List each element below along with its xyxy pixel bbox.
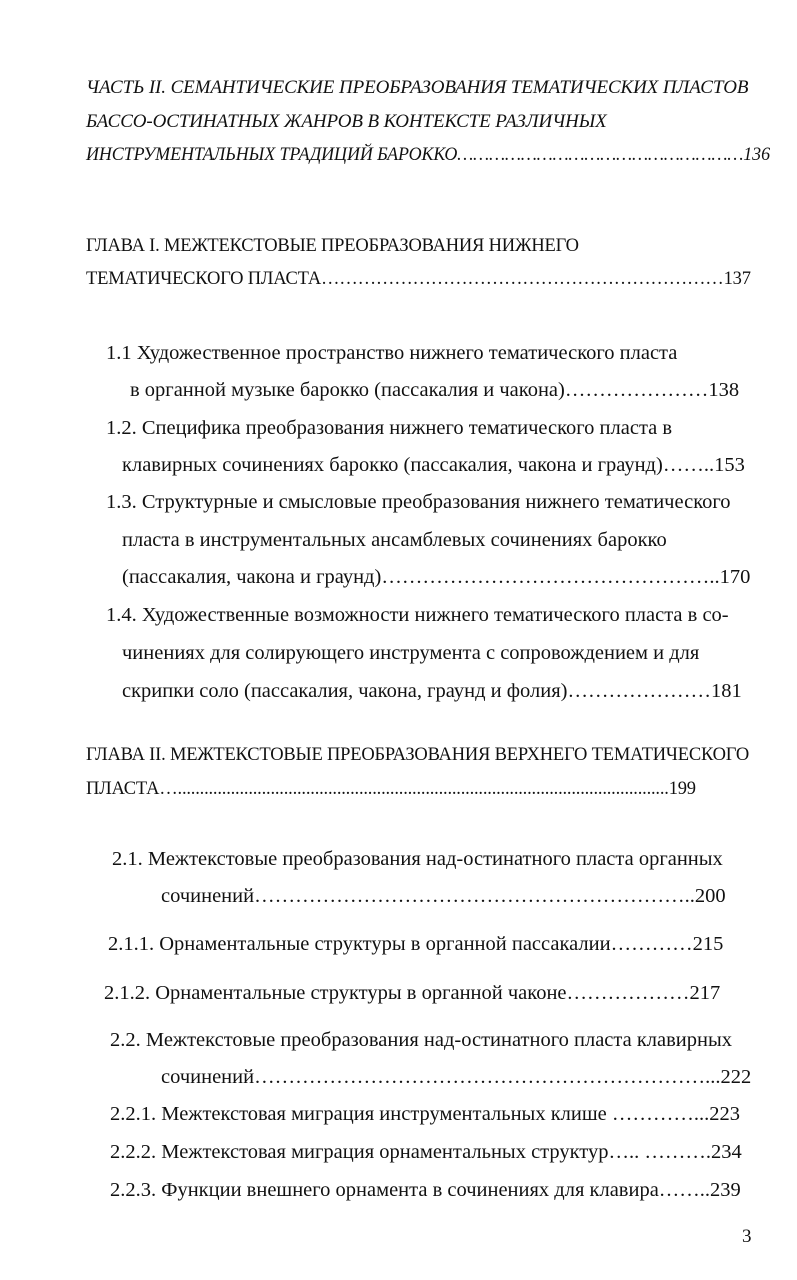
section-2-1-1: 2.1.1. Орнаментальные структуры в органной пассакалии…………215 — [108, 933, 724, 955]
section-1-3-line2: пласта в инструментальных ансамблевых сочинениях барокко — [122, 529, 667, 551]
section-2-2-2: 2.2.2. Межтекстовая миграция орнаментальных структур….. ……….234 — [110, 1141, 742, 1163]
section-1-4-line2: чинениях для солирующего инструмента с сопровождением и для — [122, 642, 700, 664]
section-2-2-line2: сочинений…………………………………………………………...222 — [161, 1066, 752, 1088]
chapter2-title-line2: ПЛАСТА…...............................................................................................................199 — [86, 779, 696, 799]
section-1-3-line1: 1.3. Структурные и смысловые преобразования нижнего тематического — [106, 491, 731, 513]
page-number: 3 — [742, 1226, 752, 1247]
section-1-1-line1: 1.1 Художественное пространство нижнего тематического пласта — [106, 342, 678, 364]
chapter2-title-line1: ГЛАВА II. МЕЖТЕКСТОВЫЕ ПРЕОБРАЗОВАНИЯ ВЕРХНЕГО ТЕМАТИЧЕСКОГО — [86, 745, 749, 765]
section-2-1-2: 2.1.2. Орнаментальные структуры в органной чаконе………………217 — [104, 982, 721, 1004]
section-2-2-3: 2.2.3. Функции внешнего орнамента в сочинениях для клавира……..239 — [110, 1179, 741, 1201]
section-1-4-line3: скрипки соло (пассакалия, чакона, граунд и фолия)…………………181 — [122, 680, 742, 702]
section-1-2-line1: 1.2. Специфика преобразования нижнего тематического пласта в — [106, 417, 673, 439]
section-2-2-line1: 2.2. Межтекстовые преобразования над-остинатного пласта клавирных — [110, 1029, 733, 1051]
chapter1-title-line2: ТЕМАТИЧЕСКОГО ПЛАСТА…………………………………………………………137 — [86, 269, 751, 289]
section-2-2-1: 2.2.1. Межтекстовая миграция инструментальных клише …………...223 — [110, 1103, 741, 1125]
section-1-1-line2: в органной музыке барокко (пассакалия и чакона)…………………138 — [130, 379, 740, 401]
part2-title-line1: ЧАСТЬ II. СЕМАНТИЧЕСКИЕ ПРЕОБРАЗОВАНИЯ ТЕМАТИЧЕСКИХ ПЛАСТОВ — [86, 77, 749, 98]
part2-title-line3: ИНСТРУМЕНТАЛЬНЫХ ТРАДИЦИЙ БАРОККО………………………………………………136 — [86, 144, 770, 165]
section-2-1-line2: сочинений………………………………………………………..200 — [161, 885, 726, 907]
section-1-2-line2: клавирных сочинениях барокко (пассакалия, чакона и граунд)……..153 — [122, 454, 745, 476]
chapter1-title-line1: ГЛАВА I. МЕЖТЕКСТОВЫЕ ПРЕОБРАЗОВАНИЯ НИЖНЕГО — [86, 236, 579, 256]
section-1-4-line1: 1.4. Художественные возможности нижнего тематического пласта в со- — [106, 604, 729, 626]
part2-title-line2: БАССО-ОСТИНАТНЫХ ЖАНРОВ В КОНТЕКСТЕ РАЗЛИЧНЫХ — [86, 111, 607, 132]
section-2-1-line1: 2.1. Межтекстовые преобразования над-остинатного пласта органных — [112, 848, 723, 870]
section-1-3-line3: (пассакалия, чакона и граунд)…………………………………………..170 — [122, 566, 751, 588]
